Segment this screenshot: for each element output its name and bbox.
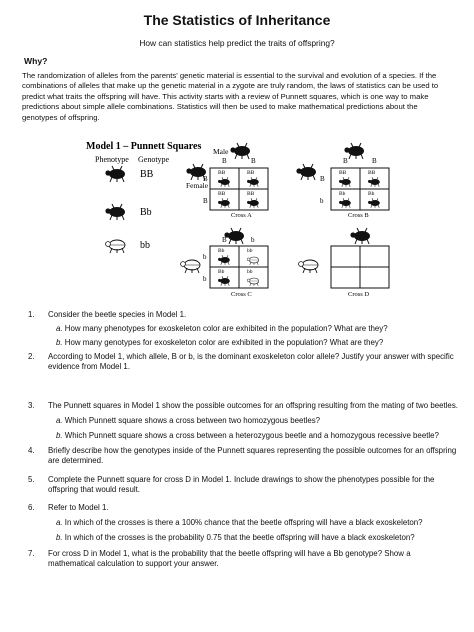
genotype-bb: bb: [140, 240, 150, 251]
svg-text:b: b: [203, 275, 207, 283]
svg-text:Bb: Bb: [218, 269, 225, 275]
question-1-text: Consider the beetle species in Model 1.: [48, 310, 187, 319]
question-number: 5.: [28, 475, 35, 484]
svg-text:BB: BB: [339, 170, 347, 176]
punnett-cross-d: [331, 246, 389, 298]
cross-b-label: Cross B: [348, 212, 369, 219]
question-1b-text: b. How many genotypes for exoskeleton color are exhibited in the population? What are they?: [56, 338, 384, 347]
female-beetle-b-icon: [296, 164, 316, 180]
cross-d-label: Cross D: [348, 291, 370, 298]
svg-text:B: B: [203, 197, 208, 205]
question-3b-text: b. Which Punnett square shows a cross between a heterozygous beetle and a homozygous recessive beetle?: [56, 431, 439, 440]
question-number: 3.: [28, 401, 35, 410]
svg-text:b: b: [320, 197, 324, 205]
intro-paragraph: The randomization of alleles from the parents' genetic material is essential to the survival and evolution of a species. If the combinations of alleles that make up the genetic material in a zygote are truly random, the laws of statistics can be used to predict what traits the offspring will have. This activity starts with a review of Punnett squares, which is one way to make predictions about simple allele combinations. Statistics will then be used to make mathematical predictions about the genotypes of offspring.: [22, 71, 439, 122]
question-4-text: Briefly describe how the genotypes inside of the Punnett squares representing the possible outcomes for an offspring are determined.: [48, 446, 457, 466]
page-title: The Statistics of Inheritance: [143, 12, 331, 28]
page-subtitle: How can statistics help predict the traits of offspring?: [139, 38, 335, 48]
question-5-text: Complete the Punnett square for cross D in Model 1. Include drawings to show the phenotypes possible for the offspring that would result.: [48, 475, 435, 495]
question-7-text: For cross D in Model 1, what is the probability that the beetle offspring will have a Bb genotype? Show a mathematical calculation to support your answer.: [48, 549, 411, 569]
svg-text:bb: bb: [247, 248, 253, 254]
svg-text:B: B: [222, 236, 227, 244]
female-beetle-c-icon: [181, 260, 200, 273]
cross-c-label: Cross C: [231, 291, 252, 298]
svg-text:BB: BB: [247, 191, 255, 197]
svg-text:b: b: [251, 236, 255, 244]
question-number: 6.: [28, 503, 35, 512]
question-1a-text: a. How many phenotypes for exoskeleton color are exhibited in the population? What are they?: [56, 324, 388, 333]
punnett-cross-b: [320, 157, 389, 219]
svg-text:B: B: [320, 175, 325, 183]
question-number: 7.: [28, 549, 35, 558]
male-label: Male: [213, 147, 229, 156]
svg-text:BB: BB: [247, 170, 255, 176]
svg-text:Bb: Bb: [339, 191, 346, 197]
question-6-text: Refer to Model 1.: [48, 503, 109, 512]
beetle-white-bb-icon: [106, 240, 125, 253]
phenotype-header: Phenotype: [95, 155, 129, 164]
question-6b-text: b. In which of the crosses is the probability 0.75 that the beetle offspring will have a black exoskeleton?: [56, 533, 415, 542]
svg-text:BB: BB: [368, 170, 376, 176]
svg-text:B: B: [222, 157, 227, 165]
beetle-black-Bb-icon: [105, 204, 125, 220]
question-3-text: The Punnett squares in Model 1 show the possible outcomes for an offspring resulting from the mating of two beetles.: [48, 401, 458, 410]
svg-text:b: b: [203, 253, 207, 261]
cross-a-label: Cross A: [231, 212, 252, 219]
svg-text:B: B: [203, 175, 208, 183]
model-title: Model 1 – Punnett Squares: [86, 141, 202, 152]
male-beetle-icon: [230, 143, 250, 159]
question-number: 1.: [28, 310, 35, 319]
female-beetle-d-icon: [299, 260, 318, 273]
punnett-cross-a: [203, 157, 268, 219]
svg-text:Bb: Bb: [218, 248, 225, 254]
question-number: 4.: [28, 446, 35, 455]
male-beetle-c-icon: [224, 228, 244, 244]
svg-text:B: B: [251, 157, 256, 165]
why-heading: Why?: [24, 56, 48, 66]
question-2-text: According to Model 1, which allele, B or b, is the dominant exoskeleton color allele? Justify your answer with specific evidence from Model 1.: [48, 352, 454, 372]
question-3a-text: a. Which Punnett square shows a cross between two homozygous beetles?: [56, 416, 321, 425]
svg-text:BB: BB: [218, 191, 226, 197]
beetle-black-BB-icon: [105, 166, 125, 182]
svg-text:BB: BB: [218, 170, 226, 176]
question-number: 2.: [28, 352, 35, 361]
svg-text:bb: bb: [247, 269, 253, 275]
genotype-BB: BB: [140, 169, 154, 180]
genotype-Bb: Bb: [140, 207, 152, 218]
svg-text:B: B: [343, 157, 348, 165]
svg-text:Bb: Bb: [368, 191, 375, 197]
female-label: Female: [186, 181, 209, 190]
punnett-cross-c: [203, 236, 268, 298]
genotype-header: Genotype: [138, 155, 170, 164]
question-6a-text: a. In which of the crosses is there a 100% chance that the beetle offspring will have a black exoskeleton?: [56, 518, 423, 527]
svg-text:B: B: [372, 157, 377, 165]
male-beetle-d-icon: [350, 228, 370, 244]
